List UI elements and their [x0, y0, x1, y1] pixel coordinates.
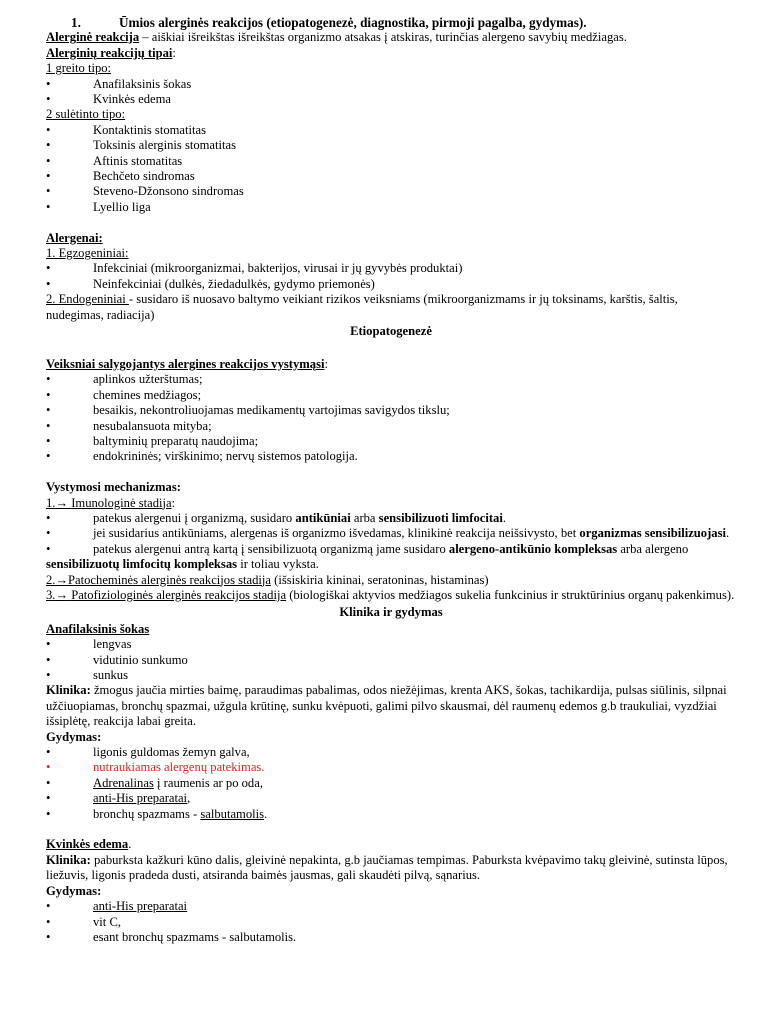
list-item: • sunkus [46, 668, 128, 683]
endogenous-paragraph: 2. Endogeniniai - susidaro iš nuosavo baltymo veikiant rizikos veiksniams (mikroorganizmams ir jų toksinams, karštis, šaltis, nudegimas, radiacija) [46, 292, 678, 322]
list-item: • lengvas [46, 637, 132, 652]
list-item: • nutraukiamas alergenų patekimas. [46, 760, 265, 775]
list-item: • anti-His preparatai [46, 899, 188, 914]
list-item: • aplinkos užterštumas; [46, 372, 203, 387]
list-item: • endokrininės; virškinimo; nervų sistemos patologija. [46, 449, 358, 464]
etiopathogenesis-heading: Etiopatogenezė [350, 324, 432, 339]
list-item: • Kontaktinis stomatitas [46, 122, 206, 137]
factors-heading: Veiksniai salygojantys alergines reakcijos vystymąsi: [46, 356, 328, 371]
stage-1-label: 1.→ Imunologinė stadija: [46, 495, 176, 510]
reaction-types-heading: Alerginių reakcijų tipai: [46, 45, 176, 60]
arrow-icon: → [55, 572, 69, 587]
list-item: • Infekciniai (mikroorganizmai, bakterijos, virusai ir jų gyvybės produktai) [46, 261, 463, 276]
stage-3-line: 3.→ Patofiziologinės alerginės reakcijos stadija (biologiškai aktyvios medžiagos sukelia funkcinius ir struktūrinius organų pakenkimus). [46, 587, 735, 602]
list-item: • jei susidarius antikūniams, alergenas iš organizmo išvedamas, klinikinė reakcija neišsivysto, bet organizmas sensibilizuojasi. [46, 526, 730, 541]
list-item: • Lyellio liga [46, 199, 151, 214]
anaphylaxis-treatment-heading: Gydymas: [46, 729, 102, 744]
list-item: • bronchų spazmams - salbutamolis. [46, 806, 268, 821]
list-item: • Neinfekciniai (dulkės, žiedadulkės, gydymo priemonės) [46, 276, 375, 291]
fast-type-label: 1 greito tipo: [46, 61, 112, 76]
list-item: • Adrenalinas į raumenis ar po oda, [46, 775, 263, 790]
document-title: 1. Ūmios alerginės reakcijos (etiopatogenezė, diagnostika, pirmoji pagalba, gydymas). [71, 15, 587, 30]
quincke-treatment-heading: Gydymas: [46, 883, 102, 898]
list-item: • Anafilaksinis šokas [46, 76, 192, 91]
definition-line: Alerginė reakcija – aiškiai išreikštas išreikštas organizmo atsakas į atskiras, turinčias alergeno savybių medžiagas. [46, 30, 627, 45]
slow-type-label: 2 sulėtinto tipo: [46, 107, 126, 122]
list-item: • Kvinkės edema [46, 92, 171, 107]
clinic-treatment-heading: Klinika ir gydymas [339, 605, 443, 620]
list-item: • esant bronchų spazmams - salbutamolis. [46, 929, 297, 944]
list-item: • vidutinio sunkumo [46, 652, 188, 667]
list-item: • patekus alergenui antrą kartą į sensibilizuotą organizmą jame susidaro alergeno-antikūnio kompleksas arba alergeno sensibilizuotų limfocitų kompleksas ir toliau vyksta. [46, 541, 689, 572]
mechanism-heading: Vystymosi mechanizmas: [46, 480, 181, 495]
list-item: • ligonis guldomas žemyn galva, [46, 745, 250, 760]
arrow-icon: → [55, 587, 69, 602]
list-item: • Toksinis alerginis stomatitas [46, 138, 237, 153]
arrow-icon: → [55, 495, 69, 510]
list-item: • Aftinis stomatitas [46, 153, 183, 168]
document-page [46, 15, 736, 945]
quincke-edema-heading: Kvinkės edema. [46, 837, 132, 852]
stage-2-line: 2.→Patocheminės alerginės reakcijos stadija (išsiskiria kininai, seratoninas, histaminas) [46, 572, 489, 587]
list-item: • Bechčeto sindromas [46, 169, 195, 184]
list-item: • patekus alergenui į organizmą, susidaro antikūniai arba sensibilizuoti limfocitai. [46, 510, 507, 525]
anaphylaxis-clinic-paragraph: Klinika: žmogus jaučia mirties baimę, paraudimas pabalimas, odos niežėjimas, krenta AKS, šokas, tachikardija, pulsas siūlinis, silpnai užčiuopiamas, bronchų spazmai, užgula krūtinę, sunku kvėpuoti, galimi pilvo skausmai, dėl raumenų edemos g.b traukuliai, vyzdžiai išsiplėtę, reakcija labai greita. [46, 683, 727, 729]
list-item: • Steveno-Džonsono sindromas [46, 184, 244, 199]
list-item: • besaikis, nekontroliuojamas medikamentų vartojimas savigydos tikslu; [46, 403, 450, 418]
allergens-heading: Alergenai: [46, 230, 103, 245]
list-item: • vit C, [46, 914, 121, 929]
list-item: • chemines medžiagos; [46, 387, 202, 402]
quincke-clinic-paragraph: Klinika: paburksta kažkuri kūno dalis, gleivinė nepakinta, g.b jaučiamas tempimas. Paburksta kvėpavimo takų gleivinė, sutinsta lūpos, liežuvis, ligonis pradeda dusti, atsiranda baimės jausmas, gali skaudėti pilvą, sąnarius. [46, 852, 728, 883]
list-item: • anti-His preparatai, [46, 791, 191, 806]
exogenous-label: 1. Egzogeniniai: [46, 246, 129, 261]
anaphylactic-shock-heading: Anafilaksinis šokas [46, 621, 150, 636]
list-item: • nesubalansuota mityba; [46, 418, 212, 433]
list-item: • baltyminių preparatų naudojima; [46, 433, 259, 448]
